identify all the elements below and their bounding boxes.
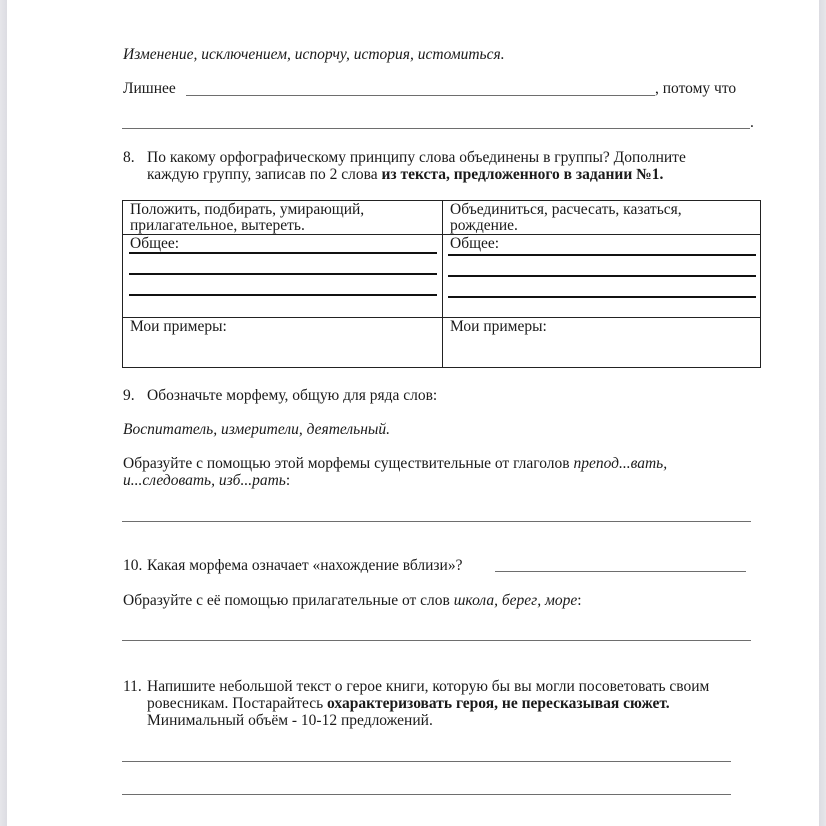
task9-answer-line[interactable]: [122, 521, 751, 522]
task8-prompt: [123, 149, 686, 183]
page-edge-right: [819, 0, 826, 826]
task8-number: 8.: [123, 149, 135, 166]
task11-prompt: [123, 678, 709, 729]
table-col2-answer-line-1[interactable]: [448, 254, 756, 256]
task11-answer-line-1[interactable]: [122, 761, 731, 762]
task10-prompt: [123, 557, 462, 574]
task8-text-line2-bold: из текста, предложенного в задании №1.: [381, 166, 664, 183]
task7-because-label: , потому что: [655, 80, 737, 97]
table-col2-words-line2: рождение.: [450, 217, 518, 234]
task11-line1: Напишите небольшой текст о герое книги, которую бы вы могли посоветовать своим: [147, 678, 710, 695]
table-col2-words: [450, 202, 682, 234]
page-edge-left: [0, 0, 7, 826]
table-col2-words-line1: Объединиться, расчесать, казаться,: [450, 201, 682, 218]
task10-question: Какая морфема означает «нахождение вблизи»?: [147, 557, 463, 574]
task9-form-instruction: [123, 455, 667, 489]
table-col1-words: [130, 202, 364, 234]
table-col2-answer-line-3[interactable]: [448, 296, 756, 298]
task7-word-list: Изменение, исключением, испорчу, история, истомиться.: [123, 46, 505, 63]
table-col1-words-line2: прилагательное, вытереть.: [130, 217, 305, 234]
task11-number: 11.: [123, 678, 142, 695]
task8-text-line2-plain: каждую группу, записав по 2 слова: [147, 166, 382, 183]
task8-text-line2: [147, 166, 686, 183]
task9-form-italic2: и...следовать, изб...рать: [123, 472, 286, 489]
task9-prompt: [123, 387, 437, 404]
task10-answer-line[interactable]: [122, 640, 751, 641]
table-col1-examples-label: Мои примеры:: [130, 318, 227, 335]
task9-prompt-text: Обозначьте морфему, общую для ряда слов:: [147, 387, 438, 404]
table-col1-examples-field[interactable]: [125, 335, 439, 365]
table-row-divider-1: [123, 234, 760, 235]
table-col1-answer-line-1[interactable]: [129, 252, 437, 254]
task7-odd-label: Лишнее: [123, 80, 176, 97]
task7-reason-answer-line[interactable]: [122, 128, 750, 129]
task11-line2-plain: ровесникам. Постарайтесь: [147, 695, 328, 712]
task10-number: 10.: [123, 557, 143, 574]
task8-groups-table: [122, 200, 761, 368]
task11-line2-bold: охарактеризовать героя, не пересказывая сюжет.: [327, 695, 670, 712]
task8-text-line1: По какому орфографическому принципу слова объединены в группы? Дополните: [147, 149, 686, 166]
task11-line3: Минимальный объём - 10-12 предложений.: [147, 712, 433, 729]
table-col1-common-label: Общее:: [130, 235, 180, 252]
task10-form-instruction: [123, 592, 582, 609]
table-col1-answer-line-2[interactable]: [129, 273, 437, 275]
task11-line2: [147, 695, 709, 712]
task9-form-plain: Образуйте с помощью этой морфемы существительные от глаголов: [123, 455, 574, 472]
table-column-divider: [442, 201, 443, 367]
task10-form-plain: Образуйте с её помощью прилагательные от слов: [123, 592, 454, 609]
task10-form-colon: :: [577, 592, 582, 609]
table-col1-answer-line-3[interactable]: [129, 294, 437, 296]
table-col2-examples-field[interactable]: [445, 335, 757, 365]
task10-morpheme-answer-line[interactable]: [495, 571, 746, 572]
table-col2-answer-line-2[interactable]: [448, 275, 756, 277]
task9-number: 9.: [123, 387, 135, 404]
task7-end-period: .: [750, 114, 754, 131]
task9-form-italic1: препод...вать,: [573, 455, 668, 472]
task7-odd-answer-line[interactable]: [186, 95, 655, 96]
task11-answer-line-2[interactable]: [122, 794, 731, 795]
task10-form-italic: школа, берег, море: [453, 592, 578, 609]
table-col2-common-label: Общее:: [450, 235, 500, 252]
task9-form-colon: :: [285, 472, 291, 489]
table-col1-words-line1: Положить, подбирать, умирающий,: [130, 201, 365, 218]
task9-word-list: Воспитатель, измерители, деятельный.: [123, 421, 391, 438]
table-col2-examples-label: Мои примеры:: [450, 318, 547, 335]
